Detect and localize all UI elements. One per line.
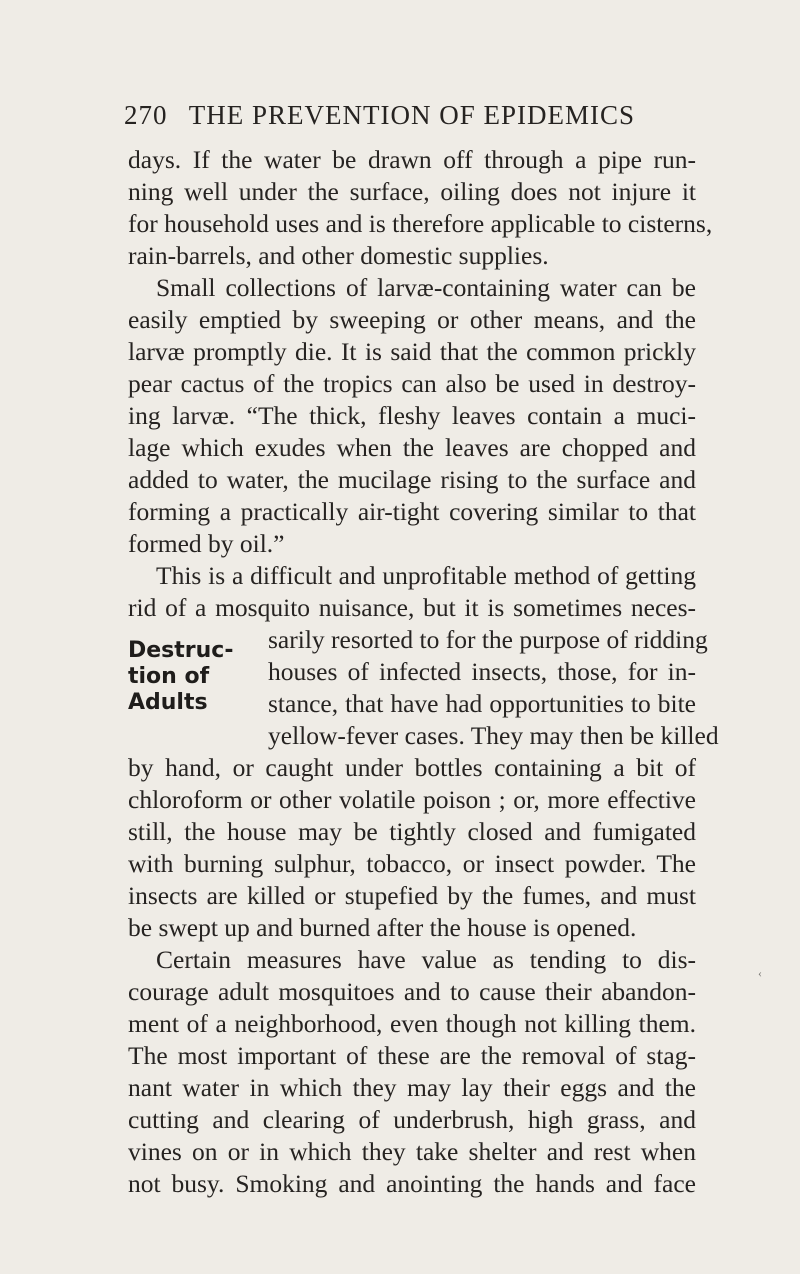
sidenote-line: Destruc- [128, 638, 234, 663]
text-line: pear cactus of the tropics can also be used in destroy- [128, 369, 696, 398]
margin-mark-icon: ‹ [758, 966, 762, 980]
text-line: be swept up and burned after the house is opened. [128, 913, 637, 942]
text-line: for household uses and is therefore applicable to cisterns, [128, 209, 713, 238]
text-line: vines on or in which they take shelter and rest when [128, 1137, 696, 1166]
text-line: ing larvæ. “The thick, fleshy leaves contain a muci- [128, 401, 696, 430]
sidenote-line: tion of [128, 664, 210, 689]
text-line: sarily resorted to for the purpose of ridding [268, 625, 708, 654]
text-line: courage adult mosquitoes and to cause their abandon- [128, 977, 696, 1006]
text-line: stance, that have had opportunities to bite [268, 689, 696, 718]
running-header [124, 100, 635, 131]
text-line: rain-barrels, and other domestic supplies. [128, 241, 549, 270]
sidenote-line: Adults [128, 690, 208, 715]
text-line: days. If the water be drawn off through a pipe run- [128, 145, 696, 174]
text-line: lage which exudes when the leaves are chopped and [128, 433, 696, 462]
text-line: nant water in which they may lay their eggs and the [128, 1073, 696, 1102]
text-line: ning well under the surface, oiling does not injure it [128, 177, 696, 206]
text-line: rid of a mosquito nuisance, but it is sometimes neces- [128, 593, 696, 622]
text-line: ment of a neighborhood, even though not killing them. [128, 1009, 696, 1038]
running-title: THE PREVENTION OF EPIDEMICS [188, 100, 636, 130]
text-line: easily emptied by sweeping or other means, and the [128, 305, 696, 334]
text-line: forming a practically air-tight covering similar to that [128, 497, 696, 526]
page-number: 270 [124, 100, 168, 130]
text-line: yellow-fever cases. They may then be killed [268, 721, 719, 750]
text-line: Certain measures have value as tending to dis- [156, 945, 696, 974]
text-line: by hand, or caught under bottles containing a bit of [128, 753, 696, 782]
text-line: still, the house may be tightly closed and fumigated [128, 817, 696, 846]
text-line: chloroform or other volatile poison ; or, more effective [128, 785, 696, 814]
text-line: insects are killed or stupefied by the fumes, and must [128, 881, 696, 910]
text-line: with burning sulphur, tobacco, or insect powder. The [128, 849, 696, 878]
text-line: The most important of these are the removal of stag- [128, 1041, 696, 1070]
margin-sidenote [128, 638, 233, 716]
text-line: added to water, the mucilage rising to the surface and [128, 465, 696, 494]
text-line: not busy. Smoking and anointing the hands and face [128, 1169, 696, 1198]
text-line: larvæ promptly die. It is said that the common prickly [128, 337, 696, 366]
text-line: houses of infected insects, those, for in- [268, 657, 696, 686]
text-line: cutting and clearing of underbrush, high grass, and [128, 1105, 696, 1134]
text-line: Small collections of larvæ-containing water can be [156, 273, 696, 302]
text-line: formed by oil.” [128, 529, 285, 558]
text-line: This is a difficult and unprofitable method of getting [156, 561, 696, 590]
